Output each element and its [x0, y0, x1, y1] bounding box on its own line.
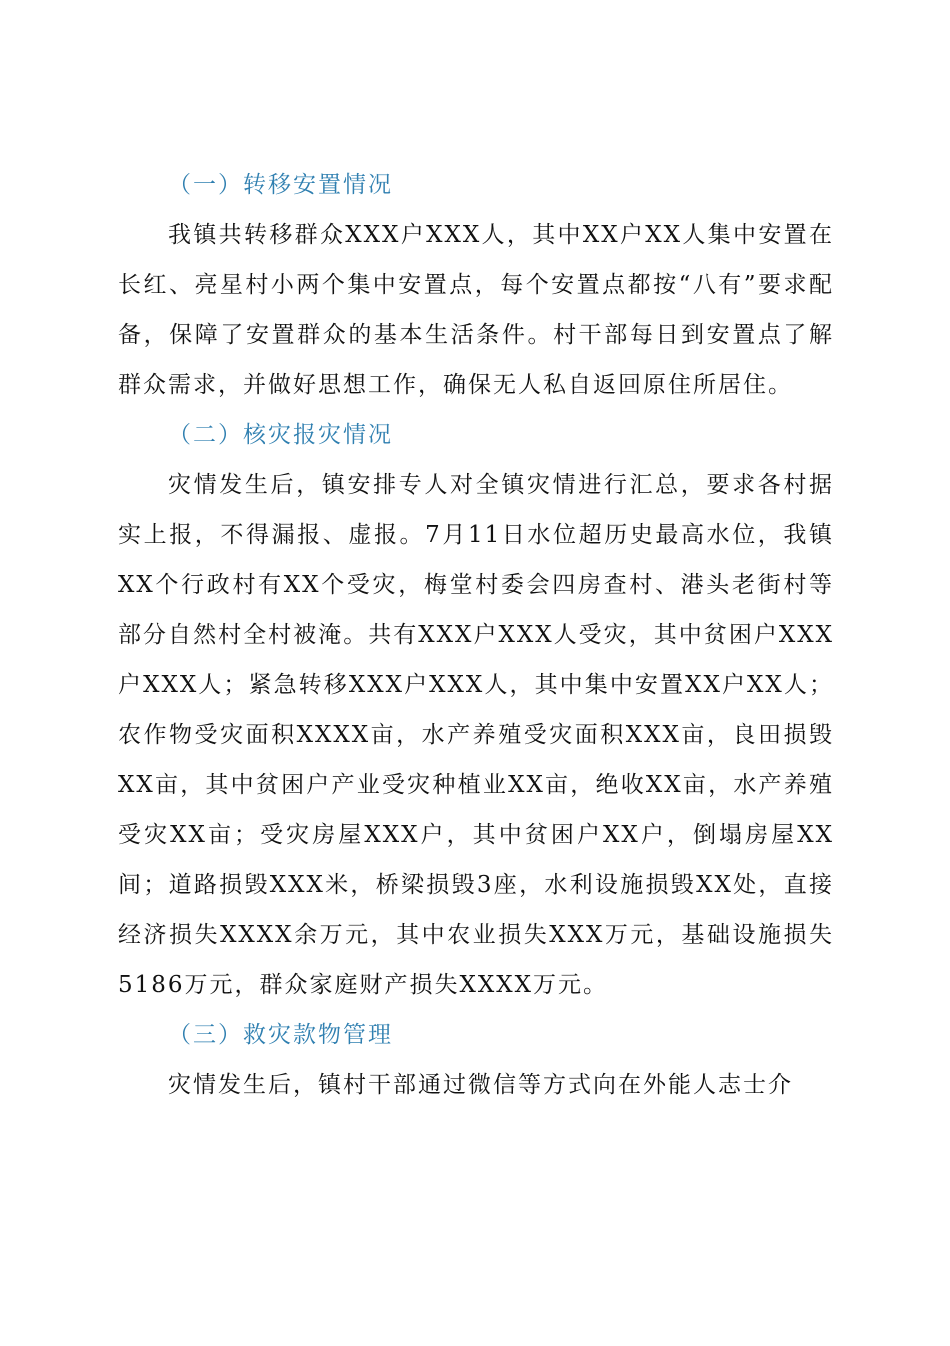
section-heading-3: （三）救灾款物管理 [168, 1022, 393, 1048]
section-heading-2: （二）核灾报灾情况 [168, 422, 393, 448]
document-page [118, 160, 834, 1110]
section-paragraph-1: 我镇共转移群众XXX户XXX人，其中XX户XX人集中安置在长红、亮星村小两个集中安置点，每个安置点都按“八有”要求配备，保障了安置群众的基本生活条件。村干部每日到安置点了解群众需求，并做好思想工作，确保无人私自返回原住所居住。 [118, 222, 834, 398]
section-paragraph-2: 灾情发生后，镇安排专人对全镇灾情进行汇总，要求各村据实上报，不得漏报、虚报。7月11日水位超历史最高水位，我镇XX个行政村有XX个受灾，梅堂村委会四房查村、港头老街村等部分自然村全村被淹。共有XXX户XXX人受灾，其中贫困户XXX户XXX人；紧急转移XXX户XXX人，其中集中安置XX户XX人；农作物受灾面积XXXX亩，水产养殖受灾面积XXX亩，良田损毁XX亩，其中贫困户产业受灾种植业XX亩，绝收XX亩，水产养殖受灾XX亩；受灾房屋XXX户，其中贫困户XX户，倒塌房屋XX间；道路损毁XXX米，桥梁损毁3座，水利设施损毁XX处，直接经济损失XXXX余万元，其中农业损失XXX万元，基础设施损失5186万元，群众家庭财产损失XXXX万元。 [118, 472, 834, 998]
section-heading-1: （一）转移安置情况 [168, 172, 393, 198]
section-paragraph-3: 灾情发生后，镇村干部通过微信等方式向在外能人志士介 [168, 1072, 793, 1098]
